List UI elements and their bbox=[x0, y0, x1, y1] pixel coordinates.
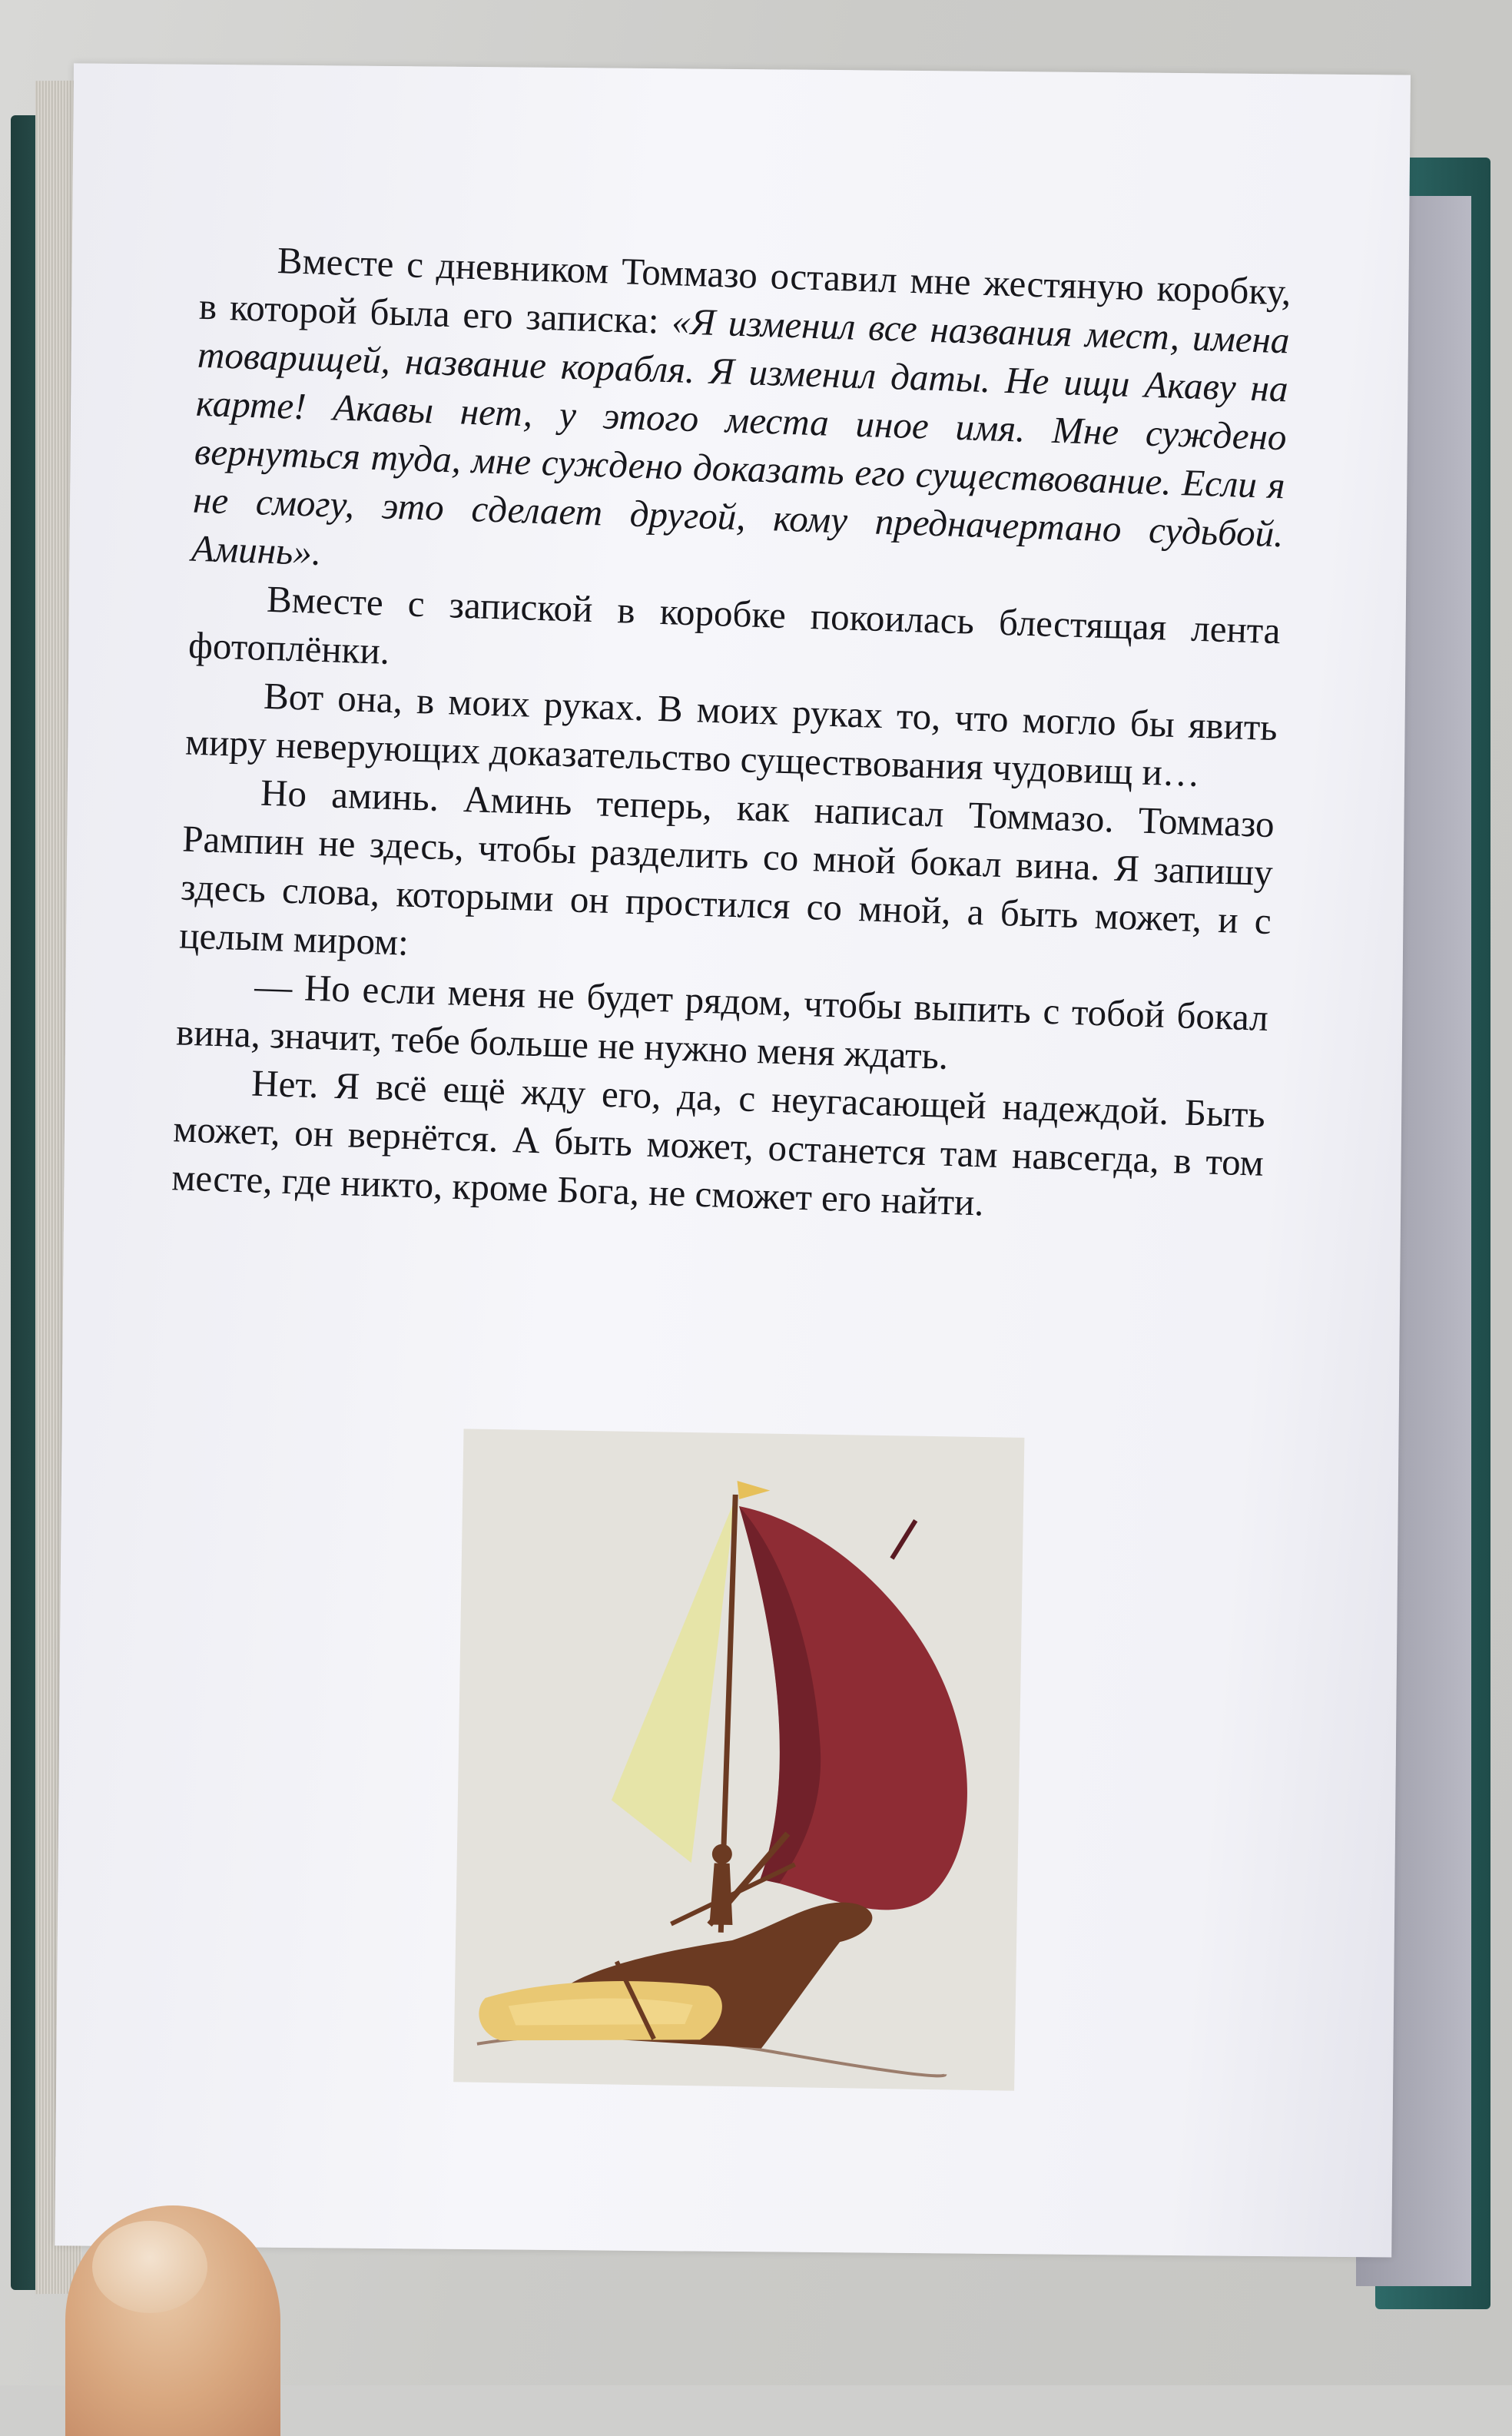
figure bbox=[709, 1863, 733, 1924]
flag bbox=[737, 1481, 770, 1500]
figure-head bbox=[712, 1844, 732, 1864]
paragraph-text: Нет. Я всё ещё жду его, да, с неугасающей надеждой. Быть может, он вернётся. А быть может, останется там навсегда, в том месте, где никто, кроме Бога, не сможет его найти. bbox=[171, 1061, 1266, 1224]
paragraph-text: Вместе с дневником Томмазо оставил мне жестяную коробку, в которой была его записка: bbox=[198, 239, 1292, 343]
paragraph bbox=[178, 766, 1275, 994]
ship-drawing bbox=[453, 1429, 1024, 2090]
book-page bbox=[55, 63, 1411, 2257]
page-text bbox=[171, 234, 1292, 1236]
paragraph-text: Вместе с запиской в коробке покоилась блестящая лента фотоплёнки. bbox=[187, 577, 1282, 672]
jib-sail bbox=[611, 1496, 735, 1863]
thumbnail-nail bbox=[92, 2221, 207, 2313]
paragraph bbox=[191, 234, 1292, 606]
oar bbox=[671, 1863, 794, 1927]
paragraph-text: — Но если меня не будет рядом, чтобы выпить с тобой бокал вина, значит, тебе больше не нужно меня ждать. bbox=[175, 964, 1269, 1077]
sailing-ship-illustration bbox=[453, 1429, 1024, 2090]
quoted-note-text: «Я изменил все названия мест, имена товарищей, название корабля. Я изменил даты. Не ищи Акаву на карте! Акавы нет, у этого места иное имя. Мне суждено вернуться туда, мне суждено доказать его существование. Если я не смогу, это сделает другой, кому предначертано судьбой. Аминь». bbox=[191, 300, 1291, 573]
top-spar bbox=[892, 1520, 916, 1558]
paragraph-text: Но аминь. Аминь теперь, как написал Томмазо. Томмазо Рампин не здесь, чтобы разделить со мной бокал вина. Я запишу здесь слова, которыми он простился со мной, а быть может, и с целым миром: bbox=[178, 771, 1275, 964]
paragraph-text: Вот она, в моих руках. В моих руках то, что могло бы явить миру неверующих доказательство существования чудовищ и… bbox=[184, 674, 1278, 795]
